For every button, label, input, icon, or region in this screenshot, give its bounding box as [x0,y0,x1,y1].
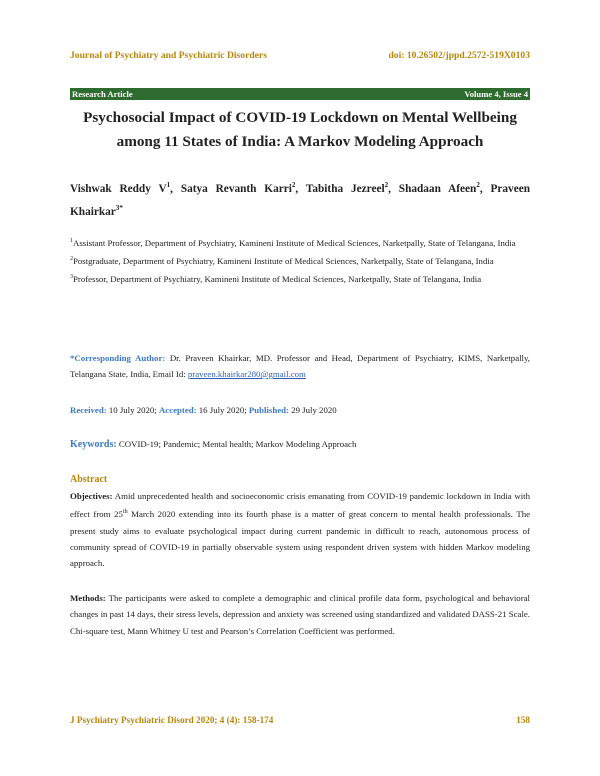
objectives-text-a: Amid unprecedented health and socioeconomic crisis emanating from COVID-19 pandemic lockdown in India with effect from 25 [70,491,530,520]
page-number: 158 [516,715,530,725]
objectives-sup: th [122,509,128,516]
paper-title [70,106,530,154]
abstract-heading: Abstract [70,474,108,485]
author-1: Vishwak Reddy V [70,182,167,195]
affiliations [70,234,530,288]
received-label: Received: [70,405,107,415]
author-4: Shadaan Afeen [398,182,477,195]
author-4-sup: 2 [476,181,480,189]
page-footer [70,715,530,725]
received-date: 10 July 2020; [108,405,157,415]
keywords-label: Keywords: [70,439,117,450]
article-type: Research Article [72,89,133,99]
author-list: Vishwak Reddy $V^1$, Satya Revanth Karri$^2$, Tabitha Jezreel$^2$, Shadaan Afeen$^2$, Praveen Khairkar$^{3*}$ [70,181,531,218]
journal-name: Journal of Psychiatry and Psychiatric Disorders [70,50,267,61]
email-link[interactable]: praveen.khairkar280@gmail.com [187,369,306,379]
methods-text: The participants were asked to complete a demographic and clinical profile data form, psychological and behavioral changes in past 14 days, their stress levels, depression and anxiety was screened using standardized and validated DASS-21 Scale. Chi-square test, Mann Whitney U test and Pearson’s Correlation Coefficient was performed. [70,593,530,636]
objectives-text-b: March 2020 extending into its fourth phase is a matter of great concern to mental health professionals. The present study aims to evaluate psychological impact during current pandemic in difficult to reach, autonomous process of community spread of COVID-19 in partially observable system using respondent driven system with hidden Markov modeling approach. [70,509,531,569]
methods-label: Methods: [70,593,106,603]
author-2: Satya Revanth Karri [180,182,292,195]
affiliation-3: $^3$Professor, Department of Psychiatry, Kamineni Institute of Medical Sciences, Narketpally, State of Telangana, India [70,274,482,285]
published-label: Published: [248,405,289,415]
affiliation-2: $^2$Postgraduate, Department of Psychiatry, Kamineni Institute of Medical Sciences, Narketpally, State of Telangana, India [70,256,494,267]
accepted-date: 16 July 2020; [198,405,247,415]
keywords-text: COVID-19; Pandemic; Mental health; Markov Modeling Approach [118,439,357,449]
doi[interactable]: doi: 10.26502/jppd.2572-519X0103 [388,50,530,61]
volume-issue: Volume 4, Issue 4 [464,89,528,99]
footer-citation: J Psychiatry Psychiatric Disord 2020; 4 (4): 158-174 [70,715,274,725]
objectives-label: Objectives: [70,491,113,501]
corresponding-label: *Corresponding Author: [70,353,166,363]
accepted-label: Accepted: [158,405,197,415]
published-date: 29 July 2020 [291,405,337,415]
author-5: Praveen Khairkar [70,182,531,218]
article-band [70,88,530,100]
author-3-sup: 2 [384,181,389,189]
corresponding-text: Dr. Praveen Khairkar, MD. Professor and Head, Department of Psychiatry, KIMS, Narketpally, Telangana State, India, Email Id: [70,353,531,379]
article-dates [70,405,530,415]
journal-header [70,50,530,61]
title-line-1: Psychosocial Impact of COVID-19 Lockdown on Mental Wellbeing [83,109,517,126]
abstract-objectives [70,488,530,571]
author-5-sup: 3* [115,203,123,212]
corresponding-author [70,350,530,382]
affiliation-1: $^1$Assistant Professor, Department of Psychiatry, Kamineni Institute of Medical Sciences, Narketpally, State of Telangana, India [70,237,516,248]
title-line-2: among 11 States of India: A Markov Modeling Approach [116,133,484,150]
author-2-sup: 2 [291,181,296,189]
author-3: Tabitha Jezreel [305,182,385,195]
abstract-methods [70,590,530,639]
author-1-sup: 1 [166,181,171,189]
keywords [70,439,530,450]
